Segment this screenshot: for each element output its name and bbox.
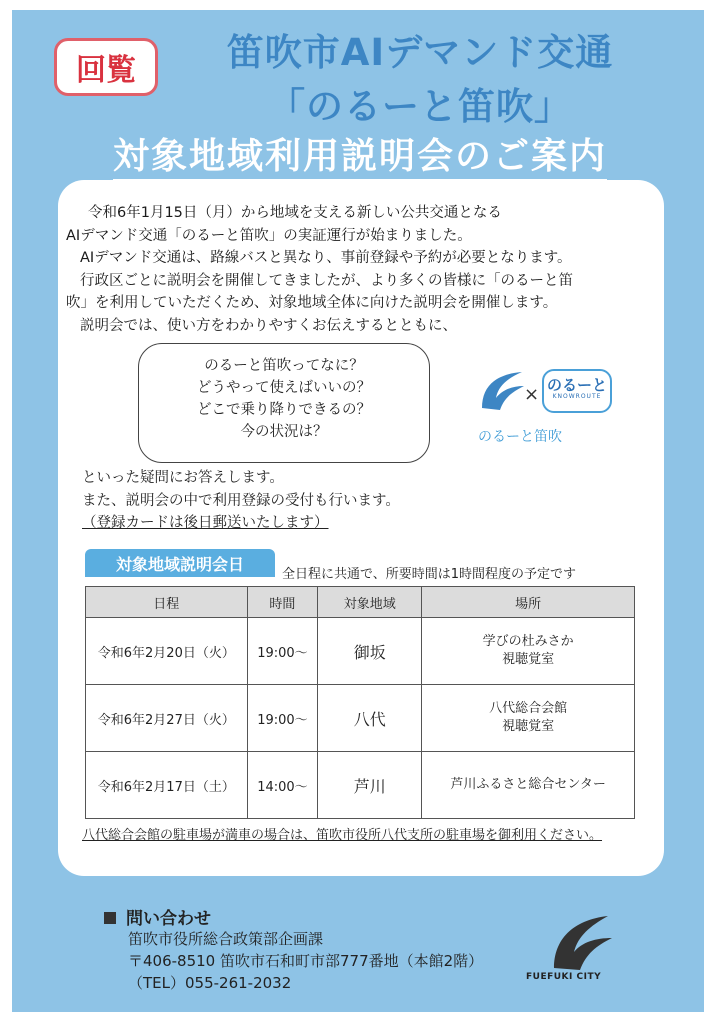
contact-department: 笛吹市役所総合政策部企画課 (128, 930, 324, 948)
title-line-2: 「のるーと笛吹」 (268, 85, 572, 128)
contact-address: 〒406-8510 笛吹市石和町市部777番地（本館2階） (128, 952, 484, 970)
venue-name: 八代総合会館 (489, 701, 568, 716)
intro-line: 説明会では、使い方をわかりやすくお伝えするとともに、 (80, 317, 457, 334)
intro-text (66, 202, 666, 337)
question-list (138, 355, 430, 443)
venue-cell (422, 618, 635, 685)
contact-tel: （TEL）055-261-2032 (128, 974, 292, 992)
area-cell: 御坂 (318, 618, 422, 685)
time-cell: 14:00～ (247, 752, 318, 819)
venue-cell (422, 752, 635, 819)
after-line: （登録カードは後日郵送いたします） (82, 515, 329, 531)
date-cell: 令和6年2月27日（火） (86, 685, 248, 752)
venue-room: 視聴覚室 (502, 719, 555, 734)
time-cell: 19:00～ (247, 618, 318, 685)
question-item: 今の状況は？ (240, 424, 328, 440)
table-row (86, 685, 635, 752)
contact-heading-text: 問い合わせ (126, 909, 211, 929)
column-header: 日程 (86, 587, 248, 618)
column-header: 場所 (422, 587, 635, 618)
table-row (86, 618, 635, 685)
city-logo-text: FUEFUKI CITY (526, 972, 602, 982)
title-line-3-text: 対象地域利用説明会のご案内 (113, 136, 607, 182)
date-cell: 令和6年2月20日（火） (86, 618, 248, 685)
column-header: 対象地域 (318, 587, 422, 618)
question-item: どこで乗り降りできるの？ (197, 402, 371, 418)
intro-line: 吹」を利用していただくため、対象地域全体に向けた説明会を開催します。 (66, 295, 558, 311)
schedule-table (85, 586, 635, 819)
venue-name: 芦川ふるさと総合センター (450, 777, 606, 792)
question-item: どうやって使えばいいの？ (197, 380, 371, 396)
date-cell: 令和6年2月17日（土） (86, 752, 248, 819)
noruto-logo-icon (542, 369, 612, 413)
area-cell: 芦川 (318, 752, 422, 819)
cross-mark: × (524, 384, 540, 405)
title-line-1: 笛吹市AIデマンド交通 (226, 31, 614, 74)
after-line: また、説明会の中で利用登録の受付も行います。 (82, 492, 400, 509)
circulation-badge: 回覧 (54, 38, 158, 96)
venue-name: 学びの杜みさか (482, 634, 574, 649)
noruto-logo-subtext: KNOWROUTE (552, 393, 602, 400)
table-header-row (86, 587, 635, 618)
venue-room: 視聴覚室 (502, 652, 555, 667)
logo-caption: のるーと笛吹 (478, 429, 562, 445)
parking-note-text: 八代総合会館の駐車場が満車の場合は、笛吹市役所八代支所の駐車場を御利用ください。 (82, 828, 603, 843)
schedule-note: 全日程に共通で、所要時間は1時間程度の予定です (282, 567, 577, 582)
question-item: のるーと笛吹ってなに？ (204, 358, 364, 374)
time-cell: 19:00～ (247, 685, 318, 752)
column-header: 時間 (247, 587, 318, 618)
intro-line: AIデマンド交通「のるーと笛吹」の実証運行が始まりました。 (66, 227, 472, 244)
square-bullet-icon (104, 912, 116, 924)
table-row (86, 752, 635, 819)
parking-note (82, 824, 662, 843)
after-line: といった疑問にお答えします。 (82, 470, 284, 486)
intro-line: AIデマンド交通は、路線バスと異なり、事前登録や予約が必要となります。 (80, 250, 572, 266)
intro-line: 令和6年1月15日（月）から地域を支える新しい公共交通となる (88, 205, 502, 221)
venue-cell (422, 685, 635, 752)
noruto-logo-text: のるーと (546, 376, 607, 394)
schedule-heading: 対象地域説明会日 (85, 549, 275, 577)
fuefuki-wing-icon (478, 368, 528, 414)
intro-line: 行政区ごとに説明会を開催してきましたが、より多くの皆様に「のるーと笛 (80, 272, 573, 289)
fuefuki-city-logo-icon (546, 912, 616, 972)
title-line-3 (0, 128, 720, 179)
area-cell: 八代 (318, 685, 422, 752)
after-text (82, 467, 662, 535)
contact-heading (104, 904, 211, 929)
